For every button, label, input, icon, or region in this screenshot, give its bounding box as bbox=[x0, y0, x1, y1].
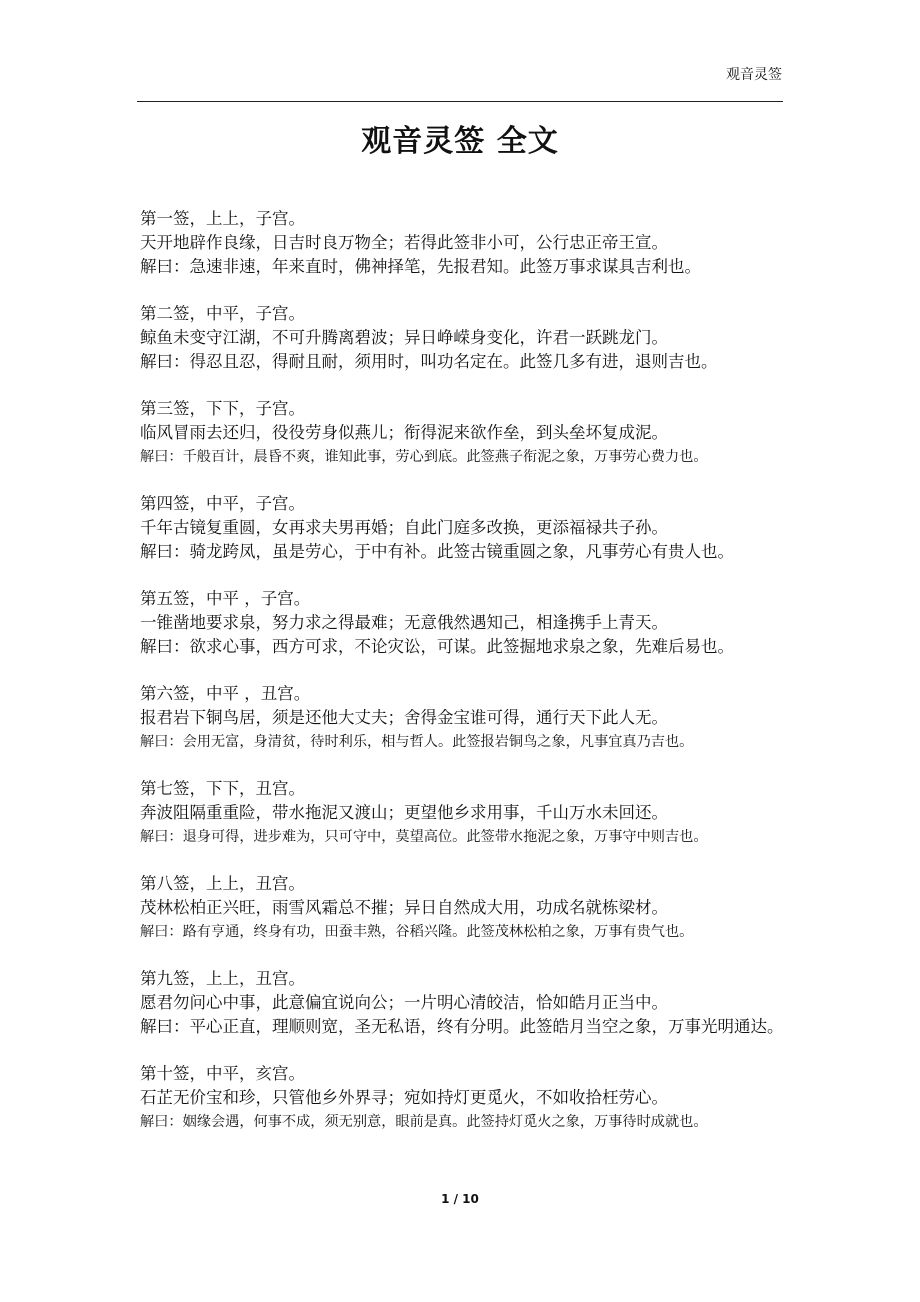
lot-entry-1 bbox=[140, 207, 785, 279]
running-header-title: 观音灵签 bbox=[726, 67, 782, 83]
lot-verse: 天开地辟作良缘，日吉时良万物全；若得此签非小可，公行忠正帝王宣。 bbox=[140, 233, 668, 252]
lot-explanation: 解曰：路有亨通，终身有功，田蚕丰熟，谷稻兴隆。此签茂林松柏之象，万事有贵气也。 bbox=[140, 924, 694, 940]
lot-entry-8 bbox=[140, 872, 785, 944]
lot-verse: 千年古镜复重圆，女再求夫男再婚；自此门庭多改换，更添福禄共子孙。 bbox=[140, 518, 668, 537]
lot-heading: 第三签，下下，子宫。 bbox=[140, 399, 305, 418]
lot-entry-4 bbox=[140, 492, 785, 564]
lot-explanation: 解曰：退身可得，进步难为，只可守中，莫望高位。此签带水拖泥之象，万事守中则吉也。 bbox=[140, 829, 708, 845]
lot-explanation: 解曰：千般百计，晨昏不爽，谁知此事，劳心到底。此签燕子衔泥之象，万事劳心费力也。 bbox=[140, 449, 708, 465]
lot-heading: 第二签，中平，子宫。 bbox=[140, 304, 305, 323]
lot-explanation: 解曰：会用无富，身清贫，待时利乐，相与哲人。此签报岩铜鸟之象，凡事宜真乃吉也。 bbox=[140, 734, 694, 750]
lot-entry-3 bbox=[140, 397, 785, 469]
lot-verse: 石芷无价宝和珍，只管他乡外界寻；宛如持灯更觅火，不如收拾枉劳心。 bbox=[140, 1088, 668, 1107]
divination-entries bbox=[140, 207, 785, 1157]
lot-entry-9 bbox=[140, 967, 785, 1039]
lot-verse: 鲸鱼未变守江湖，不可升腾离碧波；异日峥嵘身变化，许君一跃跳龙门。 bbox=[140, 328, 668, 347]
lot-heading: 第五签，中平 ，子宫。 bbox=[140, 589, 311, 608]
lot-explanation: 解曰：平心正直，理顺则宽，圣无私语，终有分明。此签皓月当空之象，万事光明通达。 bbox=[140, 1017, 784, 1036]
lot-heading: 第九签，上上，丑宫。 bbox=[140, 969, 305, 988]
lot-entry-7 bbox=[140, 777, 785, 849]
lot-heading: 第六签，中平 ，丑宫。 bbox=[140, 684, 311, 703]
lot-explanation: 解曰：欲求心事，西方可求，不论灾讼，可谋。此签掘地求泉之象，先难后易也。 bbox=[140, 637, 734, 656]
page-number: 1 / 10 bbox=[441, 1192, 479, 1206]
lot-entry-6 bbox=[140, 682, 785, 754]
lot-verse: 奔波阻隔重重险，带水拖泥又渡山；更望他乡求用事，千山万水未回还。 bbox=[140, 803, 668, 822]
lot-heading: 第一签，上上，子宫。 bbox=[140, 209, 305, 228]
lot-verse: 临风冒雨去还归，役役劳身似燕儿；衔得泥来欲作垒，到头垒坏复成泥。 bbox=[140, 423, 668, 442]
document-title: 观音灵签 全文 bbox=[361, 124, 559, 159]
lot-entry-10 bbox=[140, 1062, 785, 1134]
lot-explanation: 解曰：急速非速，年来直时，佛神择笔，先报君知。此签万事求谋具吉利也。 bbox=[140, 257, 701, 276]
lot-verse: 愿君勿问心中事，此意偏宜说向公；一片明心清皎洁，恰如皓月正当中。 bbox=[140, 993, 668, 1012]
lot-entry-2 bbox=[140, 302, 785, 374]
lot-explanation: 解曰：得忍且忍，得耐且耐，须用时，叫功名定在。此签几多有进，退则吉也。 bbox=[140, 352, 718, 371]
lot-verse: 报君岩下铜鸟居，须是还他大丈夫；舍得金宝谁可得，通行天下此人无。 bbox=[140, 708, 668, 727]
lot-heading: 第十签，中平，亥宫。 bbox=[140, 1064, 305, 1083]
lot-verse: 茂林松柏正兴旺，雨雪风霜总不摧；异日自然成大用，功成名就栋梁材。 bbox=[140, 898, 668, 917]
header-divider bbox=[137, 101, 783, 102]
lot-explanation: 解曰：骑龙跨凤，虽是劳心，于中有补。此签古镜重圆之象，凡事劳心有贵人也。 bbox=[140, 542, 734, 561]
lot-explanation: 解曰：姻缘会遇，何事不成，须无别意，眼前是真。此签持灯觅火之象，万事待时成就也。 bbox=[140, 1114, 708, 1130]
lot-heading: 第四签，中平，子宫。 bbox=[140, 494, 305, 513]
lot-verse: 一锥凿地要求泉，努力求之得最难；无意俄然遇知己，相逢携手上青天。 bbox=[140, 613, 668, 632]
lot-entry-5 bbox=[140, 587, 785, 659]
lot-heading: 第七签，下下，丑宫。 bbox=[140, 779, 305, 798]
lot-heading: 第八签，上上，丑宫。 bbox=[140, 874, 305, 893]
